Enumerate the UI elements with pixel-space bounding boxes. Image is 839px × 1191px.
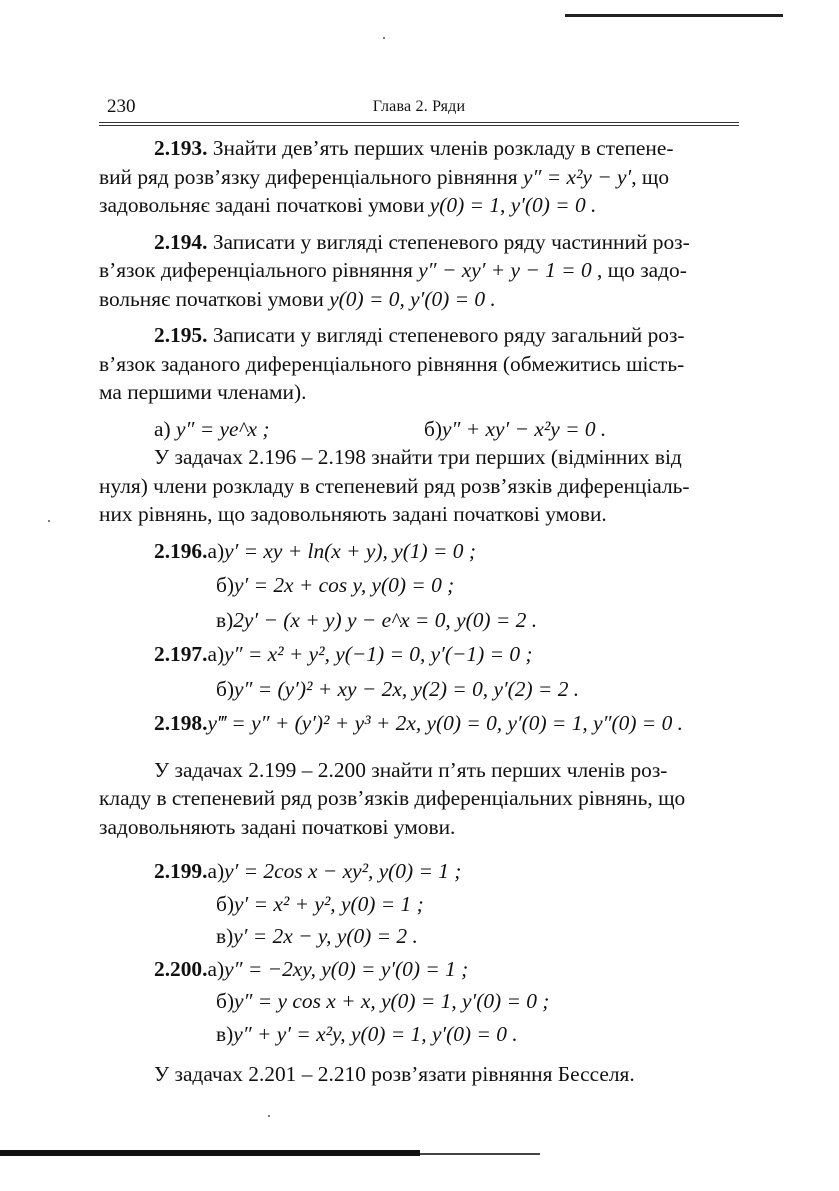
problem-2-200-b	[99, 987, 741, 1016]
problem-number: 2.200.	[154, 956, 208, 981]
problem-2-199-a	[99, 857, 741, 886]
problem-2-194	[99, 228, 741, 314]
problem-2-199-b	[99, 890, 741, 919]
equation: y′ = 2x + cos y, y(0) = 0 ;	[234, 573, 455, 597]
initial-conditions: y(0) = 1, y′(0) = 0 .	[429, 193, 597, 217]
header-rule	[99, 122, 739, 123]
intro-text: У задачах 2.199 – 2.200 знайти п’ять перших членів роз-	[154, 757, 668, 782]
running-title: Глава 2. Ряди	[372, 98, 466, 115]
intro-text: У задачах 2.201 – 2.210 розв’язати рівняння Бесселя.	[154, 1062, 635, 1086]
part-label: в)	[216, 1021, 234, 1046]
section-intro	[99, 443, 741, 529]
equation: y′ = x² + y², y(0) = 1 ;	[234, 891, 424, 916]
problem-number: 2.193.	[154, 136, 208, 160]
part-label: в)	[216, 607, 234, 632]
intro-text: задовольняють задані початкові умови.	[99, 814, 456, 839]
part-label: б)	[216, 989, 235, 1013]
part-label: в)	[216, 924, 234, 948]
equation: y″ = x²y − y′	[522, 164, 632, 189]
problem-text: задовольняє задані початкові умови	[99, 193, 430, 217]
problem-text: ма першими членами).	[99, 380, 307, 404]
problem-2-198	[99, 709, 741, 738]
problem-number: 2.195.	[154, 323, 208, 347]
equation: y″ − xy′ + y − 1 = 0	[418, 258, 592, 282]
section-intro	[99, 1060, 741, 1089]
equation: y″ = (y′)² + xy − 2x, y(2) = 0, y′(2) = 2 .	[234, 676, 580, 701]
problem-text: вий ряд розв’язку диференціального рівняння	[99, 164, 523, 189]
problem-2-200-a	[99, 955, 741, 984]
scan-speck	[383, 37, 385, 39]
problem-text: в’язок диференціального рівняння	[99, 258, 419, 282]
problem-number: 2.196.	[154, 538, 208, 563]
problem-number: 2.199.	[154, 859, 208, 883]
intro-text: кладу в степеневий ряд розв’язків диференціальних рівнянь, що	[99, 786, 686, 810]
part-label: а)	[154, 416, 176, 441]
top-decorative-rule	[565, 14, 783, 17]
intro-text: У задачах 2.196 – 2.198 знайти три перших (відмінних від	[154, 445, 682, 469]
scan-speck	[268, 1115, 270, 1117]
problem-text: Записати у вигляді степеневого ряду частинний роз-	[207, 229, 690, 254]
part-label: б)	[424, 416, 443, 441]
problem-number: 2.197.	[154, 642, 208, 666]
problem-2-200-c	[99, 1020, 741, 1049]
bottom-decorative-rule	[420, 1153, 540, 1155]
equation: y′ = xy + ln(x + y), y(1) = 0 ;	[224, 538, 476, 563]
equation: y″ = −2xy, y(0) = y′(0) = 1 ;	[224, 956, 469, 981]
problem-2-195	[99, 321, 741, 407]
problem-2-195-parts	[99, 415, 741, 444]
equation: y″ = y cos x + x, y(0) = 1, y′(0) = 0 ;	[234, 989, 550, 1013]
intro-text: них рівнянь, що задовольняють задані початкові умови.	[99, 502, 607, 526]
equation: y″ + xy′ − x²y = 0 .	[442, 416, 607, 441]
equation: y″ = x² + y², y(−1) = 0, y′(−1) = 0 ;	[224, 642, 533, 666]
page-number: 230	[107, 96, 136, 117]
equation: 2y′ − (x + y) y − e^x = 0, y(0) = 2 .	[233, 607, 538, 632]
part-label: а)	[207, 538, 225, 563]
part-label: б)	[216, 676, 235, 701]
problem-2-193	[99, 134, 741, 220]
problem-2-196-a	[99, 537, 741, 566]
initial-conditions: y(0) = 0, y′(0) = 0 .	[329, 286, 496, 311]
section-intro	[99, 756, 741, 842]
part-label: б)	[216, 891, 235, 916]
part-label: а)	[207, 956, 225, 981]
part-label: а)	[207, 642, 225, 666]
problem-text: в’язок заданого диференціального рівняння (обмежитись шість-	[99, 351, 685, 376]
problem-number: 2.194.	[154, 229, 208, 254]
intro-text: нуля) члени розкладу в степеневий ряд розв’язків диференціаль-	[99, 473, 690, 498]
problem-number: 2.198.	[154, 711, 208, 735]
problem-text: Знайти дев’ять перших членів розкладу в степене-	[207, 136, 674, 160]
problem-2-199-c	[99, 922, 741, 951]
problem-text: вольняє початкові умови	[99, 286, 330, 311]
equation: y′ = 2cos x − xy², y(0) = 1 ;	[224, 859, 462, 883]
page-header	[99, 96, 739, 120]
part-label: а)	[207, 859, 225, 883]
problem-text: Записати у вигляді степеневого ряду загальний роз-	[207, 323, 685, 347]
problem-2-197-a	[99, 640, 741, 669]
equation: y′ = 2x − y, y(0) = 2 .	[233, 924, 418, 948]
problem-2-196-b	[99, 571, 741, 600]
bottom-decorative-rule	[0, 1150, 420, 1156]
problem-2-197-b	[99, 675, 741, 704]
problem-text: , що	[631, 164, 670, 189]
problem-2-196-c	[99, 606, 741, 635]
header-rule	[99, 125, 739, 126]
equation: y″ + y′ = x²y, y(0) = 1, y′(0) = 0 .	[233, 1021, 518, 1046]
problem-text: , що задо-	[591, 258, 687, 282]
scan-speck	[48, 520, 50, 522]
equation: y″ = ye^x ;	[175, 416, 270, 441]
part-label: б)	[216, 573, 235, 597]
page-body	[99, 134, 741, 1089]
equation: y‴ = y″ + (y′)² + y³ + 2x, y(0) = 0, y′(0) = 1, y″(0) = 0 .	[207, 711, 683, 735]
